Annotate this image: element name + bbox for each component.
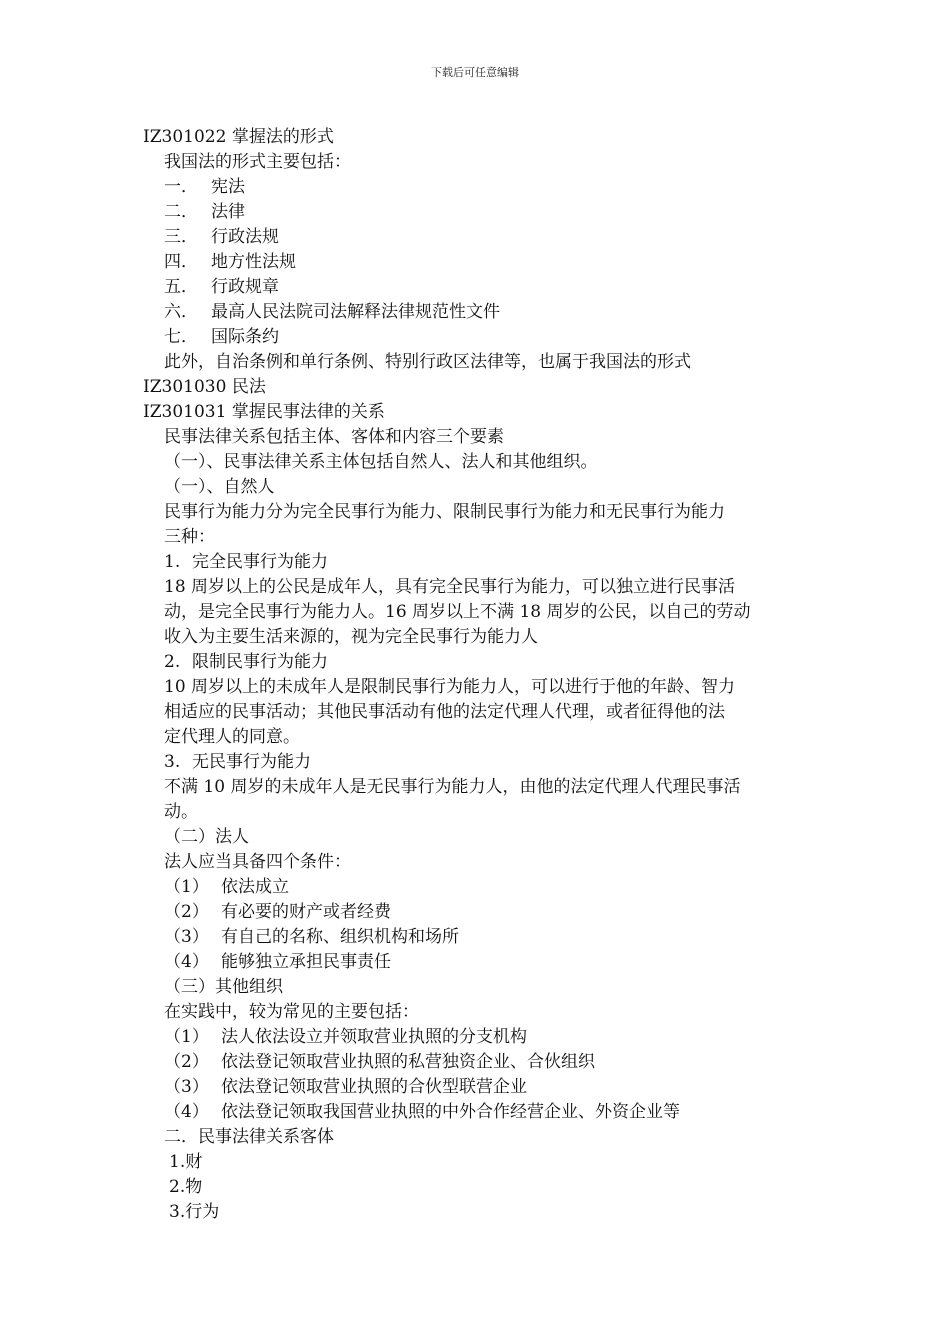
list-text: 能够独立承担民事责任 bbox=[221, 952, 391, 972]
list-text: 法人依法设立并领取营业执照的分支机构 bbox=[221, 1027, 527, 1047]
list-number: 七． bbox=[164, 327, 198, 347]
list-number: （3） bbox=[164, 1077, 209, 1097]
paragraph bbox=[143, 775, 813, 825]
list-text: 行政法规 bbox=[211, 227, 279, 247]
list-number: （1） bbox=[164, 877, 209, 897]
list-text: 无民事行为能力 bbox=[192, 752, 311, 772]
paragraph-line: 不满 10 周岁的未成年人是无民事行为能力人，由他的法定代理人代理民事活 bbox=[164, 777, 741, 797]
list-number: （4） bbox=[164, 1102, 209, 1122]
list-text: 依法成立 bbox=[221, 877, 289, 897]
list-number: 2. bbox=[164, 652, 181, 672]
section-heading: IZ301022 掌握法的形式 bbox=[143, 127, 334, 147]
list-item bbox=[143, 1100, 813, 1125]
list-number: 三． bbox=[164, 227, 198, 247]
paragraph bbox=[143, 575, 813, 650]
paragraph-line: 10 周岁以上的未成年人是限制民事行为能力人，可以进行于他的年龄、智力 bbox=[164, 677, 736, 697]
list-item: 2.物 bbox=[169, 1177, 203, 1197]
list-number: 1. bbox=[164, 552, 181, 572]
paragraph-line: 定代理人的同意。 bbox=[164, 727, 300, 747]
list-item bbox=[143, 925, 813, 950]
subheading: （二）法人 bbox=[164, 827, 249, 847]
list-number: 一． bbox=[164, 177, 198, 197]
paragraph-line: 18 周岁以上的公民是成年人，具有完全民事行为能力，可以独立进行民事活 bbox=[164, 577, 736, 597]
list-item: 3.行为 bbox=[169, 1202, 220, 1222]
list-item: 1.财 bbox=[169, 1152, 203, 1172]
list-text: 宪法 bbox=[211, 177, 245, 197]
subheading bbox=[143, 550, 813, 575]
paragraph: 法人应当具备四个条件： bbox=[164, 852, 351, 872]
list-text: 法律 bbox=[211, 202, 245, 222]
paragraph-line: 收入为主要生活来源的，视为完全民事行为能力人 bbox=[164, 627, 538, 647]
list-item bbox=[143, 175, 813, 200]
paragraph bbox=[143, 500, 813, 550]
subheading: （一）、自然人 bbox=[164, 477, 275, 497]
list-item bbox=[143, 275, 813, 300]
paragraph-line: 民事行为能力分为完全民事行为能力、限制民事行为能力和无民事行为能力 bbox=[164, 502, 725, 522]
paragraph: 民事法律关系包括主体、客体和内容三个要素 bbox=[164, 427, 504, 447]
list-item bbox=[143, 200, 813, 225]
subheading bbox=[143, 750, 813, 775]
list-text: 限制民事行为能力 bbox=[192, 652, 328, 672]
list-item bbox=[143, 950, 813, 975]
subheading: 二．民事法律关系客体 bbox=[164, 1127, 334, 1147]
list-number: （1） bbox=[164, 1027, 209, 1047]
paragraph-line: 动，是完全民事行为能力人。16 周岁以上不满 18 周岁的公民，以自己的劳动 bbox=[164, 602, 751, 622]
subheading bbox=[143, 650, 813, 675]
list-item bbox=[143, 300, 813, 325]
list-number: 五． bbox=[164, 277, 198, 297]
list-text: 有自己的名称、组织机构和场所 bbox=[221, 927, 459, 947]
list-item bbox=[143, 325, 813, 350]
paragraph: 我国法的形式主要包括： bbox=[164, 152, 351, 172]
list-number: 四． bbox=[164, 252, 198, 272]
page-header: 下载后可任意编辑 bbox=[431, 66, 519, 79]
section-heading: IZ301031 掌握民事法律的关系 bbox=[143, 402, 385, 422]
list-text: 依法登记领取营业执照的合伙型联营企业 bbox=[221, 1077, 527, 1097]
list-text: 依法登记领取我国营业执照的中外合作经营企业、外资企业等 bbox=[221, 1102, 680, 1122]
list-item bbox=[143, 1075, 813, 1100]
list-number: （2） bbox=[164, 902, 209, 922]
list-text: 地方性法规 bbox=[211, 252, 296, 272]
paragraph: 此外，自治条例和单行条例、特别行政区法律等，也属于我国法的形式 bbox=[164, 352, 691, 372]
list-item bbox=[143, 1050, 813, 1075]
list-item bbox=[143, 250, 813, 275]
list-item bbox=[143, 225, 813, 250]
list-item bbox=[143, 875, 813, 900]
document-body bbox=[143, 125, 813, 1225]
list-number: （3） bbox=[164, 927, 209, 947]
list-item bbox=[143, 1025, 813, 1050]
paragraph-line: 相适应的民事活动；其他民事活动有他的法定代理人代理，或者征得他的法 bbox=[164, 702, 725, 722]
list-text: 行政规章 bbox=[211, 277, 279, 297]
list-text: 最高人民法院司法解释法律规范性文件 bbox=[211, 302, 500, 322]
list-text: 国际条约 bbox=[211, 327, 279, 347]
subheading: （三）其他组织 bbox=[164, 977, 283, 997]
list-text: 完全民事行为能力 bbox=[192, 552, 328, 572]
list-number: 二． bbox=[164, 202, 198, 222]
paragraph: （一）、民事法律关系主体包括自然人、法人和其他组织。 bbox=[164, 452, 598, 472]
list-text: 依法登记领取营业执照的私营独资企业、合伙组织 bbox=[221, 1052, 595, 1072]
paragraph-line: 三种： bbox=[164, 527, 215, 547]
paragraph: 在实践中，较为常见的主要包括： bbox=[164, 1002, 419, 1022]
list-item bbox=[143, 900, 813, 925]
list-number: 3. bbox=[164, 752, 181, 772]
section-heading: IZ301030 民法 bbox=[143, 377, 266, 397]
list-text: 有必要的财产或者经费 bbox=[221, 902, 391, 922]
list-number: （4） bbox=[164, 952, 209, 972]
list-number: （2） bbox=[164, 1052, 209, 1072]
list-number: 六． bbox=[164, 302, 198, 322]
paragraph bbox=[143, 675, 813, 750]
paragraph-line: 动。 bbox=[164, 802, 198, 822]
